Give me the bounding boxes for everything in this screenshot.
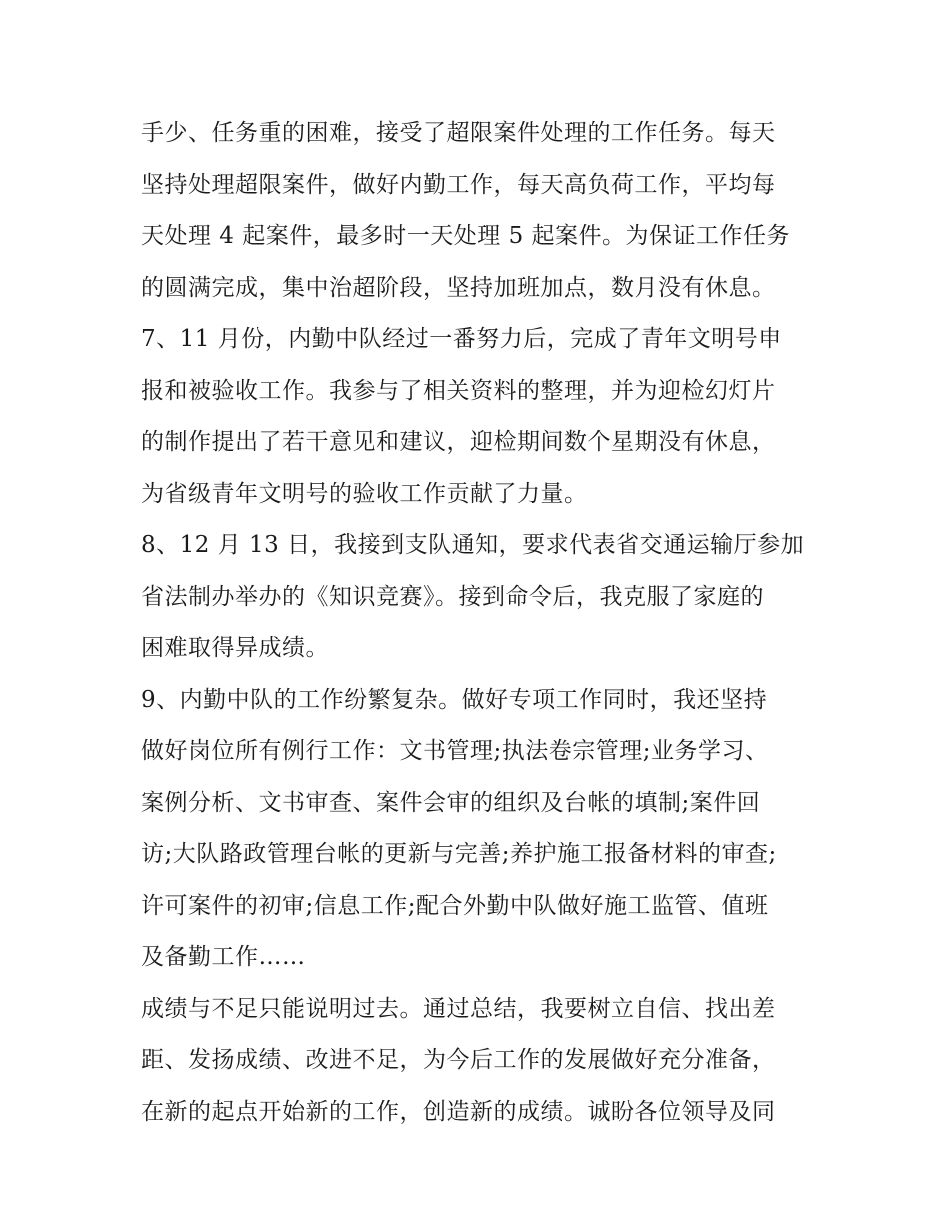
text-line: 8、12 月 13 日，我接到支队通知，要求代表省交通运输厅参加 (141, 532, 805, 558)
text-line: 案例分析、文书审查、案件会审的组织及台帐的填制;案件回 (141, 789, 761, 816)
text-line: 的圆满完成，集中治超阶段，坚持加班加点，数月没有休息。 (141, 274, 776, 301)
text-line: 的制作提出了若干意见和建议，迎检期间数个星期没有休息， (141, 429, 776, 455)
text-line: 报和被验收工作。我参与了相关资料的整理，并为迎检幻灯片 (141, 377, 776, 404)
text-line: 坚持处理超限案件，做好内勤工作，每天高负荷工作，平均每 (141, 171, 776, 198)
text-line: 及备勤工作…… (141, 944, 306, 970)
text-line: 天处理 4 起案件，最多时一天处理 5 起案件。为保证工作任务 (141, 223, 791, 249)
text-line: 为省级青年文明号的验收工作贡献了力量。 (141, 480, 588, 507)
text-line: 访;大队路政管理台帐的更新与完善;养护施工报备材料的审查; (141, 841, 777, 867)
text-line: 许可案件的初审;信息工作;配合外勤中队做好施工监管、值班 (141, 892, 769, 919)
text-line: 困难取得异成绩。 (141, 635, 329, 661)
text-line: 距、发扬成绩、改进不足，为今后工作的发展做好充分准备， (141, 1047, 776, 1073)
text-line: 7、11 月份，内勤中队经过一番努力后，完成了青年文明号申 (141, 326, 782, 352)
text-line: 做好岗位所有例行工作：文书管理;执法卷宗管理;业务学习、 (141, 738, 769, 764)
text-line: 省法制办举办的《知识竞赛》。接到命令后，我克服了家庭的 (141, 583, 764, 610)
text-line: 手少、任务重的困难，接受了超限案件处理的工作任务。每天 (141, 120, 776, 146)
text-line: 9、内勤中队的工作纷繁复杂。做好专项工作同时，我还坚持 (141, 686, 768, 713)
text-line: 成绩与不足只能说明过去。通过总结，我要树立自信、找出差 (141, 995, 776, 1022)
text-line: 在新的起点开始新的工作，创造新的成绩。诚盼各位领导及同 (141, 1098, 776, 1125)
document-body (141, 108, 821, 1138)
